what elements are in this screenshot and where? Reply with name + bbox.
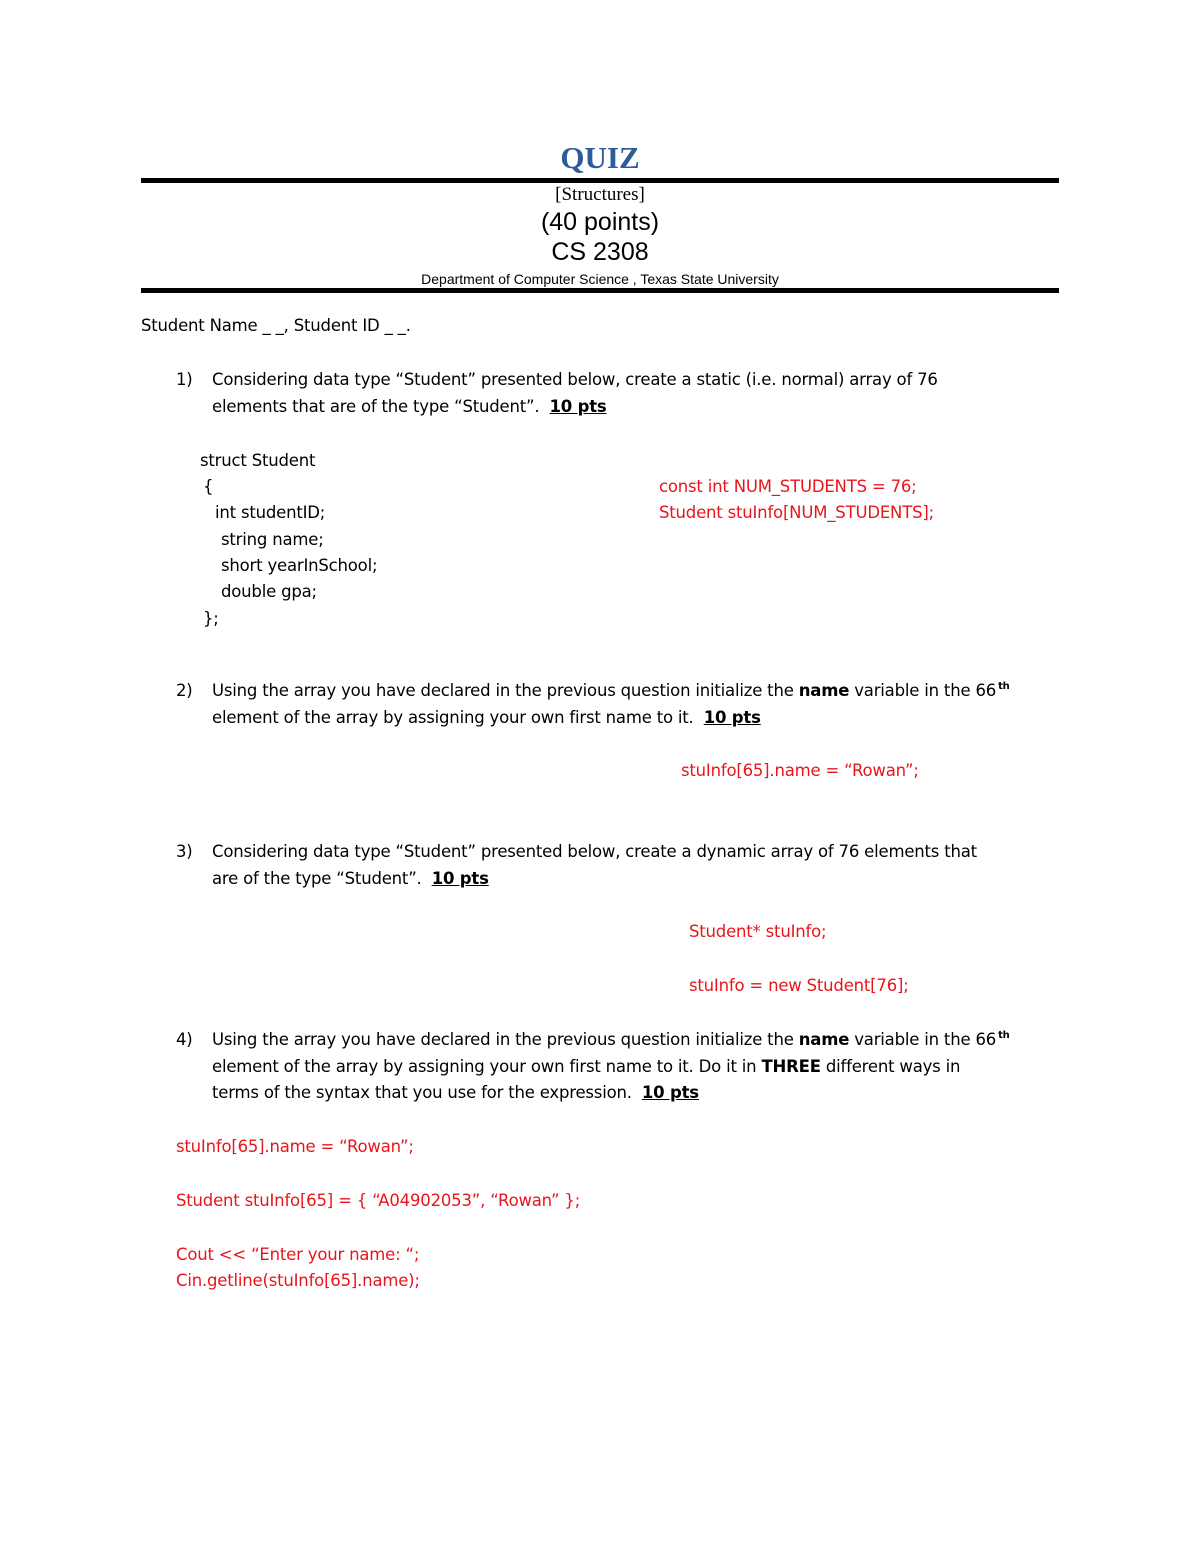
- struct-line-7: };: [203, 609, 219, 628]
- department-line: Department of Computer Science , Texas State University: [421, 271, 779, 287]
- q3-points: 10 pts: [431, 869, 489, 888]
- quiz-points: (40 points): [540, 208, 660, 236]
- q1-number: 1): [176, 370, 193, 389]
- q1-answer-line2: Student stuInfo[NUM_STUDENTS];: [659, 503, 934, 522]
- q2-points: 10 pts: [703, 708, 761, 727]
- q1-answer-line1: const int NUM_STUDENTS = 76;: [659, 477, 917, 496]
- q4-text-line3: [212, 1083, 699, 1102]
- q2-text-line2-body: element of the array by assigning your own first name to it.: [212, 708, 694, 727]
- q4-text-line3-body: terms of the syntax that you use for the expression.: [212, 1083, 632, 1102]
- q2-number: 2): [176, 681, 193, 700]
- q2-text-sup: th: [998, 681, 1010, 692]
- q3-text-line2: [212, 869, 489, 888]
- q2-text-post: variable in the 66: [854, 681, 997, 700]
- student-info-line: Student Name _ _, Student ID _ _.: [141, 316, 411, 335]
- q4-text-line2-post: different ways in: [825, 1057, 961, 1076]
- q2-text-line1: [212, 681, 1010, 700]
- struct-line-5: short yearInSchool;: [221, 556, 378, 575]
- q3-answer-line1: Student* stuInfo;: [689, 922, 827, 941]
- q4-answer-line1: stuInfo[65].name = “Rowan”;: [176, 1137, 414, 1156]
- q4-answer-line2: Student stuInfo[65] = { “A04902053”, “Rowan” };: [176, 1191, 581, 1210]
- q3-answer-line2: stuInfo = new Student[76];: [689, 976, 909, 995]
- q4-answer-line3: Cout << “Enter your name: “;: [176, 1245, 420, 1264]
- q4-points: 10 pts: [641, 1083, 699, 1102]
- q2-text-line2: [212, 708, 761, 727]
- q4-text-pre: Using the array you have declared in the previous question initialize the: [212, 1030, 794, 1049]
- q2-answer: stuInfo[65].name = “Rowan”;: [681, 761, 919, 780]
- course-code: CS 2308: [551, 238, 649, 266]
- q1-text-line1: Considering data type “Student” presented below, create a static (i.e. normal) array of 76: [212, 370, 938, 389]
- q2-text-pre: Using the array you have declared in the previous question initialize the: [212, 681, 794, 700]
- q3-text-line2-body: are of the type “Student”.: [212, 869, 422, 888]
- q4-text-line2: [212, 1057, 960, 1076]
- q4-number: 4): [176, 1030, 193, 1049]
- q3-text-line1: Considering data type “Student” presented below, create a dynamic array of 76 elements that: [212, 842, 977, 861]
- q1-text-line2: [212, 397, 607, 416]
- q4-text-sup: th: [998, 1030, 1010, 1041]
- q2-text-bold: name: [798, 681, 850, 700]
- struct-line-3: int studentID;: [215, 503, 326, 522]
- q4-text-bold: name: [798, 1030, 850, 1049]
- header-rule-bottom: [141, 288, 1059, 293]
- q4-text-line2-pre: element of the array by assigning your own first name to it. Do it in: [212, 1057, 757, 1076]
- quiz-subtitle: [Structures]: [555, 184, 645, 205]
- q1-points: 10 pts: [549, 397, 607, 416]
- q1-text-line2-body: elements that are of the type “Student”.: [212, 397, 540, 416]
- q4-text-line2-bold: THREE: [761, 1057, 821, 1076]
- struct-line-2: {: [203, 477, 214, 496]
- struct-line-6: double gpa;: [221, 582, 317, 601]
- struct-line-4: string name;: [221, 530, 324, 549]
- q4-text-post: variable in the 66: [854, 1030, 997, 1049]
- header-rule-top: [141, 178, 1059, 183]
- q3-number: 3): [176, 842, 193, 861]
- q4-answer-line4: Cin.getline(stuInfo[65].name);: [176, 1271, 420, 1290]
- q4-text-line1: [212, 1030, 1010, 1049]
- quiz-title: QUIZ: [560, 140, 640, 175]
- struct-line-1: struct Student: [200, 451, 316, 470]
